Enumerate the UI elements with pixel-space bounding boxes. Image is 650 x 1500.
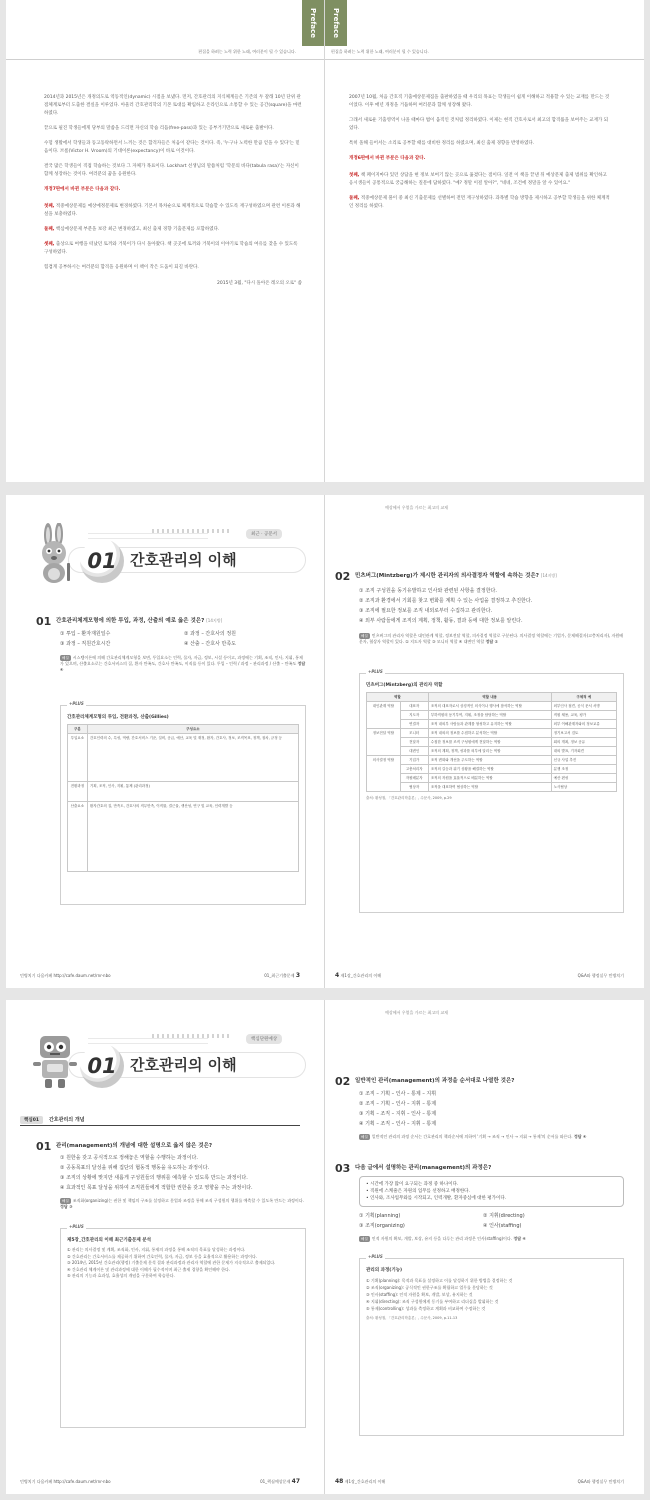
options <box>60 628 308 648</box>
table-row <box>68 802 299 872</box>
table-cell: 회의 개최, 정보 공유 <box>551 738 616 747</box>
table-cell: 지도자 <box>400 711 428 720</box>
table-cell: 간호인력의 수, 특성, 역량, 간호서비스 기준, 설비, 공급, 예산, 교육 및 재정, 환자, 간호사, 정보, 조직목표, 정책, 절차, 규정 등 <box>87 734 298 782</box>
paragraph: 수험 생활에서 학생들과 동고동락하면서 느끼는 것은 합격자들은 처음이 같다는 것이다. 즉, '누구나 노력한 만큼 얻을 수 있다'는 믿음이다. 브룸(Victor H. Vroom)의 기대이론(expectancy)이 바로 이것이다. <box>44 141 300 154</box>
closing-paragraph: 힘겹게 공부하시는 여러분의 합격을 응원하며 이 책이 작은 도움이 되길 바란다. <box>44 265 199 270</box>
plus-lines <box>67 1247 299 1280</box>
table-row <box>367 756 617 765</box>
table-cell: 조직 변화와 개선을 주도하는 역할 <box>428 756 551 765</box>
explanation-text: 민츠버그의 관리자 역할은 대인관계 역할, 정보전달 역할, 의사결정 역할로 구분된다. 의사결정 역할에는 기업가, 문제해결자(고충처리자), 자원배분자, 협상자 역할이 있다. ① 지도자 역할 ③ 모니터 역할 ④ 대변인 역할 <box>359 633 624 645</box>
explanation <box>359 633 624 645</box>
revision-heading: 개정7판에서 바뀐 부분은 다음과 같다. <box>44 187 121 192</box>
table-cell: 조직의 계획, 정책, 성과를 외부에 알리는 역할 <box>428 747 551 756</box>
banner-lines <box>88 533 208 539</box>
table-cell: 대외 발표, 기자회견 <box>551 747 616 756</box>
plus-line: ④ 지휘(directing): 조직 구성원에게 동기를 부여하고 리더십을 발휘하는 것 <box>366 1299 499 1304</box>
footer-chapter: 01_핵심예상문제 <box>260 1479 291 1484</box>
options <box>359 585 624 625</box>
option[interactable]: ① 조직 구성원을 동기유발하고 인사와 관련된 사항을 결정한다. <box>359 587 497 594</box>
option[interactable]: ② 조직과 환경에서 기회를 찾고 변화를 계획 수 있는 사업을 결정하고 추진한다. <box>359 597 533 604</box>
paragraph: 그래서 새로운 기출영역이 나올 때마다 법이 움직인 것처럼 정리하였다. 이제는 현직 간호사로서 최고의 합격률을 보여주는 교재가 되었다. <box>349 118 609 131</box>
preface-header <box>6 0 324 60</box>
robot-mascot-icon <box>28 1032 82 1090</box>
preface-tab: Preface <box>302 0 324 46</box>
box-caption: 출처: 황성철, 「간호관리학총론」, 수문사, 2009, p.11-13 <box>366 1316 458 1320</box>
answer: 정답 ② <box>485 639 498 645</box>
table-row <box>367 765 617 774</box>
question-stem: 민츠버그(Mintzberg)가 제시한 관리자의 의사결정자 역할에 속하는 것은? <box>355 573 539 579</box>
options <box>359 1088 436 1128</box>
table-header: 역할 <box>367 693 429 702</box>
table-cell: 협상자 <box>400 783 428 792</box>
table-cell: 전환과정 <box>68 782 88 802</box>
chapter-left-page <box>6 1000 325 1494</box>
table-caption: 출처: 황성철, 「간호관리학총론」, 수문사, 2009, p.29 <box>366 796 452 800</box>
option[interactable]: ③ 조직(organizing) <box>359 1222 405 1229</box>
explanation-text: 조직화(organizing)는 권한 및 책임의 구조를 설정하고 분업과 조정을 통해 조직 구성원의 행위를 예측할 수 있도록 만드는 과정이다. <box>72 1198 304 1203</box>
top-label: 예상에서 우열을 가르는 최고의 교재 <box>385 1010 449 1015</box>
section-header <box>20 1114 300 1126</box>
explanation-icon: 해설 <box>361 634 368 638</box>
question-number: 01 <box>36 615 52 628</box>
plus-table <box>366 692 617 792</box>
table-row <box>367 747 617 756</box>
plus-title: 민츠버그(Mintzberg)의 관리자 역할 <box>366 683 443 688</box>
table-cell: 조직을 대표하여 협상하는 역할 <box>428 783 551 792</box>
plus-box <box>60 701 306 905</box>
page-number: 4 <box>335 972 340 979</box>
preface-tab: Preface <box>325 0 347 46</box>
question-text: 관리(management)의 개념에 대한 설명으로 옳지 않은 것은? <box>56 1143 213 1149</box>
table-row <box>367 729 617 738</box>
footer-chapter: 제1장_간호관리의 이해 <box>340 973 382 978</box>
table-cell: 조직 내외의 정보를 수집하고 분석하는 역할 <box>428 729 551 738</box>
preface-subtitle: 편집을 하려는 노력 위한 노래, 여러분이 될 수 있습니다. <box>198 49 296 54</box>
question-text: 일반적인 관리(management)의 과정을 순서대로 나열한 것은? <box>355 1078 515 1084</box>
plus-tag: +PLUS <box>69 1224 84 1229</box>
explanation-text: 시스템이론에 의해 간호관리체계모형을 보면, 투입요소는 인력, 물자, 자금, 정보, 시설 등이고, 과정에는 기획, 조직, 인사, 지휘, 통제가 있으며, 산출요소로는 간호서비스의 질, 환자 만족도, 간호사 만족도, 이직률 등이 있다. 투입 – 인력 / 과정 – 관리과정 / 산출 – 만족도 <box>60 655 303 667</box>
chapter-right-page <box>325 1000 644 1494</box>
table-row <box>367 783 617 792</box>
question-source: [14지방] <box>206 618 223 623</box>
table-row <box>367 774 617 783</box>
explanation-icon: 해설 <box>62 656 69 660</box>
table-cell: 부하직원의 동기부여, 지휘, 조정을 담당하는 역할 <box>428 711 551 720</box>
question-number: 02 <box>335 1075 351 1088</box>
section-number: 핵심01 <box>20 1116 43 1124</box>
banner-dots <box>152 1034 232 1038</box>
plus-line: ② 조직(organizing): 공식적인 권한구조를 확립하고 업무를 분담하는 것 <box>366 1285 493 1290</box>
preface-spread <box>6 0 644 482</box>
paragraph: 결국 많은 학생들이 직접 학습하는 것보다 그 자체가 목표이다. Lockhart 선생님의 말씀처럼 '학문의 바다(tabula rasa)'는 자신이 함께 성장하는 것이다. 여러분의 꿈을 응원한다. <box>44 164 299 177</box>
question-number: 01 <box>36 1140 52 1153</box>
plus-box <box>60 1224 306 1428</box>
table-header: 역할 내용 <box>428 693 551 702</box>
footer <box>335 972 381 979</box>
box-line: • 인사와, 조사업무와를 시작되고, 인력개발, 환자중심에 대한 평가이다. <box>366 1196 507 1201</box>
option[interactable]: ② 과정 – 간호사의 정원 <box>184 630 236 637</box>
item-label: 첫째, <box>349 173 360 178</box>
table-cell: 대인관계 역할 <box>367 702 401 729</box>
plus-tag: +PLUS <box>368 669 383 674</box>
option[interactable]: ④ 효과적인 목표 달성을 위하여 조직원들에게 적합한 권한을 갖고 영향을 주는 과정이다. <box>60 1184 253 1191</box>
plus-line: ① 기획(planning): 목적과 목표를 설정하고 이를 달성하기 위한 방법을 결정하는 것 <box>366 1278 513 1283</box>
plus-line: ① 관리는 의사결정 및 계획, 조직화, 인사, 지휘, 통제의 과정을 통해 조직의 목표를 달성하는 과정이다. <box>67 1247 246 1252</box>
plus-line: ⑤ 관리의 기능과 효과성, 효율성의 개념을 구분하여 학습한다. <box>67 1273 175 1278</box>
footer-brand: Q&A와 행정실무 민병치기 <box>577 973 624 978</box>
explanation-text: 인적 자원의 확보, 개발, 보상, 유지 등을 다루는 관리 과정은 인사(staffing)이다. <box>371 1236 513 1241</box>
option[interactable]: ④ 인사(staffing) <box>483 1222 522 1229</box>
table-row <box>367 738 617 747</box>
footer <box>264 972 300 979</box>
option[interactable]: ③ 조직에 필요한 정보를 조직 내외로부터 수집하고 관리한다. <box>359 607 493 614</box>
option[interactable]: ① 조직 – 기획 – 인사 – 통제 – 지휘 <box>359 1090 437 1097</box>
footer-chapter: 01_최근기출문제 <box>264 973 295 978</box>
table-header: 구체적 예 <box>551 693 616 702</box>
table-cell: 연결자 <box>400 720 428 729</box>
footer <box>335 1478 385 1485</box>
plus-title: 제5장_간호관리의 이해 최근기출문제 분석 <box>67 1238 151 1243</box>
plus-table <box>67 724 299 872</box>
option[interactable]: ④ 외부 사람들에게 조직의 계획, 정책, 활동, 결과 등에 대한 정보를 알린다. <box>359 617 523 624</box>
table-cell: 예산 편성 <box>551 774 616 783</box>
option[interactable]: ① 원한을 갖고 공식적으로 정해놓은 역할을 수행하는 과정이다. <box>60 1154 198 1161</box>
page-number: 48 <box>335 1478 344 1485</box>
preface-left-page <box>6 0 325 482</box>
option[interactable]: ② 공동목표의 달성을 위해 집단의 협동적 행동을 유도하는 과정이다. <box>60 1164 210 1171</box>
table-row <box>68 782 299 802</box>
table-row <box>68 734 299 782</box>
table-cell: 고충처리자 <box>400 765 428 774</box>
chapter-spread-1 <box>6 495 644 988</box>
table-row <box>367 702 617 711</box>
explanation-icon: 해설 <box>62 1199 69 1203</box>
paragraph: 2014년과 2015년은 개정의도로 역동적인(dynamic) 시점을 보냈다. 먼저, 간호관리의 지식체계들은 기존의 두 갈래 10년 단위 관점체계로부터 도출한 결실을 이루었다. 아울러 간호관리학의 기본 토대를 확립하고 온라인으로 소통할 수 있는 공간(square)을 마련하였다. <box>44 95 302 116</box>
plus-box <box>359 669 624 913</box>
chapter-spread-2 <box>6 1000 644 1494</box>
question-text <box>355 572 624 580</box>
option[interactable]: ② 조직 – 기획 – 인사 – 지휘 – 통제 <box>359 1100 437 1107</box>
plus-line: ③ 인사(staffing): 인적 자원을 확보, 개발, 보상, 유지하는 것 <box>366 1292 473 1297</box>
chapter-title: 간호관리의 이해 <box>130 551 237 569</box>
option[interactable]: ① 기획(planning) <box>359 1212 401 1219</box>
item-label: 둘째, <box>349 196 360 201</box>
plus-line: ④ 간호관리 체계이론 및 관리과정에 대한 이해가 필수적이며 최근 출제 경향을 확인해야 한다. <box>67 1266 231 1272</box>
plus-box <box>359 1254 624 1436</box>
plus-line: ③ 2014년, 2015년 간호관리(행정) 기출문제 분석 결과 관리과정과 관리자 역할에 관한 문제가 지속적으로 출제되었다. <box>67 1260 276 1265</box>
table-cell: 기획, 조직, 인사, 지휘, 통제 (관리과정) <box>87 782 298 802</box>
option[interactable]: ② 지휘(directing) <box>483 1212 525 1219</box>
table-cell: 기업가 <box>400 756 428 765</box>
footer-chapter: 제1장_간호관리의 이해 <box>344 1479 386 1484</box>
question-source: [14지방] <box>540 573 557 578</box>
plus-title: 관리의 과정(기능) <box>366 1268 403 1273</box>
table-cell: 조직의 자원을 효율적으로 배분하는 역할 <box>428 774 551 783</box>
plus-tag: +PLUS <box>69 701 84 706</box>
table-cell: 대표자 <box>400 702 428 711</box>
banner-dots <box>152 529 232 533</box>
table-cell: 대변인 <box>400 747 428 756</box>
item-text: 적중예상문제를 예상예정문제로 변경하였다. 기본서 목차순으로 체계적으로 학습할 수 있도록 재구성하였으며 관련 이론과 해설을 보충하였다. <box>44 204 301 217</box>
preface-right-page <box>325 0 644 482</box>
footer <box>260 1478 300 1485</box>
top-label: 예상에서 우열을 가르는 최고의 교재 <box>385 505 449 510</box>
footer-site: 민병치기 다음카페 http://cafe.daum.net/rnr-nbo <box>20 1479 111 1484</box>
item-text: 적중예상문제 풀이 중 최신 기출문제를 선별하여 전면 재구성하였다. 과목별 학습 방향을 제시하고 공부할 학생들을 위한 체계적인 정리를 하였다. <box>349 196 610 209</box>
revision-item <box>349 195 610 211</box>
paragraph: 2007년 10월, 처음 간호직 기출예상문제집을 출판하였을 때 우리의 목표는 학생들이 쉽게 이해하고 적용할 수 있는 교재를 만드는 것이었다. 이후 매년 개정을 거듭하며 여러분과 함께 성장해 왔다. <box>349 95 610 108</box>
explanation <box>359 1236 624 1242</box>
explanation-icon: 해설 <box>361 1135 368 1139</box>
revision-item <box>44 203 302 219</box>
answer: 정답 ④ <box>573 1134 587 1139</box>
question-number: 02 <box>335 570 351 583</box>
table-cell: 직원 채용, 교육, 평가 <box>551 711 616 720</box>
chapter-tag: 핵심단원예상 <box>246 1034 282 1044</box>
table-cell: 자원배분자 <box>400 774 428 783</box>
plus-title: 간호관리체계모형의 투입, 전환과정, 산출(Gillies) <box>67 715 169 720</box>
explanation-icon: 해설 <box>361 1237 368 1241</box>
options <box>359 1210 607 1230</box>
question-stem: 간호관리체계모형에 의한 투입, 과정, 산출의 예로 옳은 것은? <box>56 618 205 624</box>
paragraph: 특히 올해 들어서는 소리로 공부할 때를 대비한 정리를 하였으며, 최신 출제 경향을 반영하였다. <box>349 141 535 146</box>
chapter-right-page <box>325 495 644 988</box>
answer: 정답 ③ <box>60 1204 73 1210</box>
revision-item <box>44 241 302 257</box>
option[interactable]: ③ 조직의 상황에 맞지만 새롭게 구성원들의 행위를 예측할 수 있도록 만드는 과정이다. <box>60 1174 248 1181</box>
paragraph: 끝으로 필진 학생들에게 당부의 말씀을 드리면 자신의 학습 리듬(free-pass)과 있는 공부거기만으로 새로운 출발이다. <box>44 126 274 131</box>
footer-site: 민병치기 다음카페 http://cafe.daum.net/rnr-nbo <box>20 973 111 978</box>
box-line: • 시간에 가장 많이 요구되는 과정 중 하나이다. <box>366 1182 459 1187</box>
chapter-left-page <box>6 495 325 988</box>
explanation <box>359 1134 624 1140</box>
table-cell: 환자간호의 질, 만족도, 간호사의 직무만족, 이직률, 결근율, 생산성, 연구 및 교육, 인력개발 등 <box>87 802 298 872</box>
rabbit-mascot-icon <box>28 523 82 587</box>
table-cell: 투입요소 <box>68 734 88 782</box>
preface-subtitle: 편집을 하려는 노력 위한 노래, 여러분이 될 수 있습니다. <box>331 49 429 54</box>
table-cell: 수집한 정보를 조직 구성원에게 전달하는 역할 <box>428 738 551 747</box>
table-cell: 분쟁 조정 <box>551 765 616 774</box>
table-cell: 전달자 <box>400 738 428 747</box>
chapter-tag: 최근 · 공문서 <box>246 529 282 539</box>
question-text: 다음 글에서 설명하는 관리(management)의 과정은? <box>355 1165 492 1171</box>
item-text: 출상으로 여행을 떠났던 토끼와 거북이가 다시 돌아왔다. 책 곳곳에 토끼와 거북이의 이야기로 학습의 여유를 찾을 수 있도록 구성하였다. <box>44 242 298 255</box>
table-row <box>367 720 617 729</box>
explanation <box>60 655 306 674</box>
table-cell: 산출요소 <box>68 802 88 872</box>
table-cell: 외부 이해관계자와의 정보교류 <box>551 720 616 729</box>
item-label: 둘째, <box>44 227 55 232</box>
revision-item <box>44 226 302 234</box>
explanation-text: 일반적인 관리의 과정 순서는 간호관리의 책과순서에 의하여 '기획 → 조직 → 인사 → 지휘 → 통제'의 순서를 따른다. <box>371 1134 573 1139</box>
table-header: 구성요소 <box>87 725 298 734</box>
preface-header <box>325 0 644 60</box>
question-box <box>359 1176 624 1207</box>
answer: 정답 ④ <box>60 661 306 673</box>
table-cell: 조직 내외부 사람들과 관계를 형성하고 유지하는 역할 <box>428 720 551 729</box>
table-cell: 정보전달 역할 <box>367 729 401 756</box>
option[interactable]: ③ 기획 – 조직 – 지휘 – 인사 – 통제 <box>359 1110 437 1117</box>
preface-right-body <box>349 94 610 218</box>
item-label: 셋째, <box>44 242 55 247</box>
plus-line: ⑤ 통제(controlling): 성과를 측정하고 계획과 비교하여 수정하는 것 <box>366 1306 486 1311</box>
page-number: 3 <box>295 972 300 979</box>
item-text: 핵심예상문제 부분을 보강 최근 변경하였고, 최신 출제 경향 기출문제를 포함하였다. <box>55 227 220 232</box>
answer: 정답 ④ <box>513 1236 526 1241</box>
option[interactable]: ④ 기획 – 조직 – 인사 – 지휘 – 통제 <box>359 1120 437 1127</box>
plus-tag: +PLUS <box>368 1254 383 1259</box>
table-row <box>367 711 617 720</box>
table-cell: 모니터 <box>400 729 428 738</box>
signature: 2015년 3월, "다시 돌아온 레오의 오로" 씀 <box>217 281 302 286</box>
chapter-banner <box>28 523 308 593</box>
table-cell: 조직의 대표자로서 상징적인 의식이나 행사에 참석하는 역할 <box>428 702 551 711</box>
revision-heading: 개정6판에서 바뀐 부분은 다음과 같다. <box>349 156 426 161</box>
chapter-banner <box>28 1028 308 1098</box>
table-cell: 신규 사업 추진 <box>551 756 616 765</box>
chapter-number: 01 <box>80 539 124 583</box>
option[interactable]: ④ 산출 – 간호사 만족도 <box>184 640 236 647</box>
question-number: 03 <box>335 1162 351 1175</box>
options <box>60 1152 306 1192</box>
table-cell: 노사협상 <box>551 783 616 792</box>
box-line: • 직원에 스케줄은 자원의 업무를 선정하고 배정한다. <box>366 1189 470 1194</box>
table-header: 구분 <box>68 725 88 734</box>
question-text <box>56 617 306 625</box>
chapter-number: 01 <box>80 1044 124 1088</box>
revision-item <box>349 172 610 188</box>
preface-left-body <box>44 94 302 288</box>
explanation <box>60 1198 306 1210</box>
section-title: 간호관리의 개념 <box>48 1117 85 1123</box>
option[interactable]: ③ 과정 – 직원간호시간 <box>60 640 111 647</box>
table-cell: 조직의 갈등과 위기 상황을 해결하는 역할 <box>428 765 551 774</box>
plus-line: ② 간호관리는 간호서비스를 제공하기 위하여 간호인력, 물자, 자금, 정보 등을 효율적으로 활용하는 과정이다. <box>67 1253 258 1259</box>
table-cell: 의사결정 역할 <box>367 756 401 792</box>
plus-lines <box>366 1277 617 1312</box>
item-label: 첫째, <box>44 204 55 209</box>
footer-brand: Q&A와 행정실무 민병치기 <box>577 1479 624 1484</box>
banner-lines <box>88 1038 208 1044</box>
option[interactable]: ① 투입 – 환자재원일수 <box>60 630 111 637</box>
table-cell: 외부인사 접견, 공식 문서 서명 <box>551 702 616 711</box>
page-number: 47 <box>291 1478 300 1485</box>
chapter-title: 간호관리의 이해 <box>130 1056 237 1074</box>
table-cell: 정기보고서 검토 <box>551 729 616 738</box>
item-text: 책 페이지마다 있던 상담을 현 정보 보여기 않는 곳으로 옮겼다는 점이다. 일전 이 책을 끝낸 뒤 예상문제 출제 범위를 확인하고 응시생들이 공통적으로 궁금해하는 질문에 답하였다. "예? 정말 이걸 알아?", "네네, 조건에 정말을 알 수 있어요." <box>349 173 607 186</box>
